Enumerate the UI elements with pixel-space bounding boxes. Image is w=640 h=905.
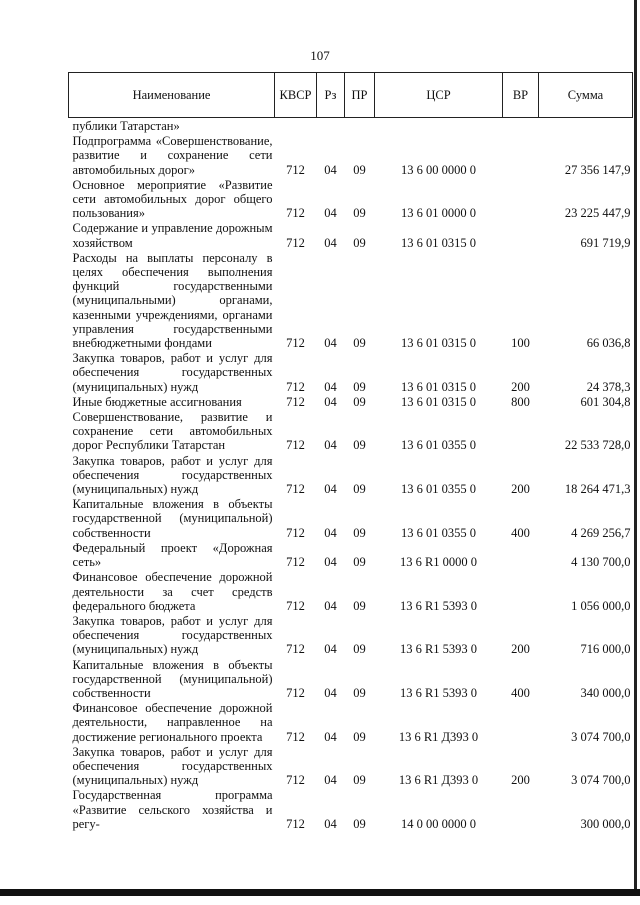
row-kvsr: 712 (286, 555, 305, 570)
row-sum: 24 378,3 (586, 379, 631, 394)
row-rz: 04 (324, 598, 337, 613)
row-rz: 04 (324, 816, 337, 831)
row-name: Закупка товаров, работ и услуг для обеспечения государственных (муниципальных) нужд (72, 351, 273, 394)
row-vr (503, 700, 539, 744)
table-row (69, 744, 633, 788)
row-name: Капитальные вложения в объекты государственной (муниципальной) собственности (72, 657, 273, 700)
row-vr: 200 (511, 642, 530, 657)
row-csr: 14 0 00 0000 0 (401, 816, 476, 831)
row-pr: 09 (353, 336, 366, 351)
row-name: Совершенствование, развитие и сохранение сети автомобильных дорог Республики Татарстан (72, 410, 273, 453)
row-pr: 09 (353, 438, 366, 453)
row-rz: 04 (324, 438, 337, 453)
row-name: Содержание и управление дорожным хозяйством (72, 221, 273, 250)
page-number: 107 (310, 48, 330, 63)
row-sum: 3 074 700,0 (571, 773, 631, 788)
row-vr: 800 (511, 394, 530, 409)
row-vr (503, 220, 539, 249)
row-kvsr: 712 (286, 379, 305, 394)
row-csr: 13 6 R1 5393 0 (399, 685, 478, 700)
row-name: Закупка товаров, работ и услуг для обеспечения государственных (муниципальных) нужд (72, 744, 273, 788)
row-csr: 13 6 01 0315 0 (401, 394, 476, 409)
row-name: Федеральный проект «Дорожная сеть» (72, 540, 273, 570)
row-kvsr: 712 (286, 642, 305, 657)
row-vr (503, 787, 539, 831)
row-pr (345, 118, 375, 134)
row-sum: 66 036,8 (586, 336, 631, 351)
row-name: Расходы на выплаты персоналу в целях обеспечения выполнения функций государственными (муниципальными) органами, казенными учреждениями, органами управления государственными внебюджетными фондами (72, 250, 273, 351)
row-vr: 200 (511, 379, 530, 394)
row-csr (375, 118, 503, 134)
row-rz: 04 (324, 729, 337, 744)
row-rz: 04 (324, 206, 337, 221)
row-pr: 09 (353, 773, 366, 788)
table-row (69, 133, 633, 177)
table-header-row (69, 73, 633, 118)
row-rz: 04 (324, 394, 337, 409)
header-name: Наименование (69, 73, 275, 118)
row-kvsr: 712 (286, 598, 305, 613)
row-rz (317, 118, 345, 134)
table-row (69, 540, 633, 569)
header-csr: ЦСР (375, 73, 503, 118)
row-name: Подпрограмма «Совершенствование, развитие и сохранение сети автомобильных дорог» (72, 134, 273, 177)
row-name: Финансовое обеспечение дорожной деятельности за счет средств федерального бюджета (72, 570, 273, 613)
scan-edge-line (634, 0, 637, 890)
row-kvsr: 712 (286, 438, 305, 453)
row-pr: 09 (353, 235, 366, 250)
row-csr: 13 6 R1 0000 0 (399, 555, 478, 570)
table-row (69, 569, 633, 613)
row-sum: 300 000,0 (580, 816, 631, 831)
row-name: Закупка товаров, работ и услуг для обеспечения государственных (муниципальных) нужд (72, 613, 273, 657)
row-sum: 691 719,9 (580, 235, 631, 250)
row-vr: 200 (511, 482, 530, 497)
row-csr: 13 6 R1 Д393 0 (398, 729, 479, 744)
row-pr: 09 (353, 642, 366, 657)
row-vr (503, 118, 539, 134)
row-csr: 13 6 01 0355 0 (401, 438, 476, 453)
row-rz: 04 (324, 482, 337, 497)
row-sum: 601 304,8 (580, 394, 631, 409)
row-rz: 04 (324, 379, 337, 394)
table-row (69, 496, 633, 540)
row-pr: 09 (353, 162, 366, 177)
row-name: Государственная программа «Развитие сельского хозяйства и регу- (72, 788, 273, 831)
row-rz: 04 (324, 642, 337, 657)
table-row (69, 787, 633, 831)
row-name: Капитальные вложения в объекты государственной (муниципальной) собственности (72, 497, 273, 540)
table-row (69, 700, 633, 744)
table-row (69, 453, 633, 497)
row-vr (503, 569, 539, 613)
row-sum: 18 264 471,3 (564, 482, 631, 497)
row-name: публики Татарстан» (72, 119, 180, 133)
row-sum: 27 356 147,9 (564, 162, 631, 177)
table-row (69, 220, 633, 249)
row-vr (503, 409, 539, 453)
row-kvsr: 712 (286, 773, 305, 788)
row-vr: 200 (511, 773, 530, 788)
row-kvsr: 712 (286, 235, 305, 250)
row-pr: 09 (353, 816, 366, 831)
table-row (69, 350, 633, 394)
row-csr: 13 6 01 0315 0 (401, 379, 476, 394)
row-sum: 23 225 447,9 (564, 206, 631, 221)
row-csr: 13 6 01 0355 0 (401, 482, 476, 497)
row-rz: 04 (324, 162, 337, 177)
table-row (69, 409, 633, 453)
row-kvsr: 712 (286, 482, 305, 497)
row-vr (503, 177, 539, 221)
row-kvsr: 712 (286, 162, 305, 177)
row-kvsr: 712 (286, 525, 305, 540)
row-pr: 09 (353, 598, 366, 613)
row-csr: 13 6 01 0355 0 (401, 525, 476, 540)
row-vr: 400 (511, 525, 530, 540)
header-vr: ВР (503, 73, 539, 118)
row-name: Закупка товаров, работ и услуг для обеспечения государственных (муниципальных) нужд (72, 453, 273, 497)
row-rz: 04 (324, 525, 337, 540)
row-rz: 04 (324, 773, 337, 788)
row-csr: 13 6 R1 5393 0 (399, 598, 478, 613)
row-rz: 04 (324, 235, 337, 250)
row-kvsr (275, 118, 317, 134)
header-rz: Рз (317, 73, 345, 118)
row-vr: 100 (511, 336, 530, 351)
row-csr: 13 6 01 0000 0 (401, 206, 476, 221)
row-pr: 09 (353, 394, 366, 409)
row-pr: 09 (353, 379, 366, 394)
row-kvsr: 712 (286, 336, 305, 351)
row-pr: 09 (353, 729, 366, 744)
row-sum: 716 000,0 (580, 642, 631, 657)
row-sum: 3 074 700,0 (571, 729, 631, 744)
row-rz: 04 (324, 555, 337, 570)
table-row (69, 250, 633, 350)
row-csr: 13 6 01 0315 0 (401, 336, 476, 351)
row-csr: 13 6 R1 Д393 0 (398, 773, 479, 788)
row-sum: 340 000,0 (580, 685, 631, 700)
table-row (69, 657, 633, 701)
row-sum: 4 130 700,0 (571, 555, 631, 570)
row-sum (539, 118, 633, 134)
row-vr: 400 (511, 685, 530, 700)
header-pr: ПР (345, 73, 375, 118)
row-pr: 09 (353, 685, 366, 700)
row-kvsr: 712 (286, 729, 305, 744)
table-row (69, 613, 633, 657)
row-csr: 13 6 01 0315 0 (401, 235, 476, 250)
table-row (69, 394, 633, 409)
row-csr: 13 6 00 0000 0 (401, 162, 476, 177)
row-name: Финансовое обеспечение дорожной деятельности, направленное на достижение регионального проекта (72, 701, 273, 744)
row-rz: 04 (324, 336, 337, 351)
row-pr: 09 (353, 206, 366, 221)
row-name: Основное мероприятие «Развитие сети автомобильных дорог общего пользования» (72, 177, 273, 221)
row-rz: 04 (324, 685, 337, 700)
row-sum: 22 533 728,0 (564, 438, 631, 453)
row-pr: 09 (353, 525, 366, 540)
row-vr (503, 540, 539, 569)
row-vr (503, 133, 539, 177)
row-kvsr: 712 (286, 685, 305, 700)
table-row (69, 118, 633, 134)
table-row (69, 177, 633, 221)
row-csr: 13 6 R1 5393 0 (399, 642, 478, 657)
row-sum: 1 056 000,0 (571, 598, 631, 613)
row-sum: 4 269 256,7 (571, 525, 631, 540)
row-kvsr: 712 (286, 816, 305, 831)
row-name: Иные бюджетные ассигнования (72, 394, 242, 409)
budget-table (68, 72, 633, 831)
row-kvsr: 712 (286, 206, 305, 221)
scan-bottom-bar (0, 889, 640, 896)
header-kvsr: КВСР (275, 73, 317, 118)
row-pr: 09 (353, 555, 366, 570)
row-kvsr: 712 (286, 394, 305, 409)
row-pr: 09 (353, 482, 366, 497)
header-sum: Сумма (539, 73, 633, 118)
